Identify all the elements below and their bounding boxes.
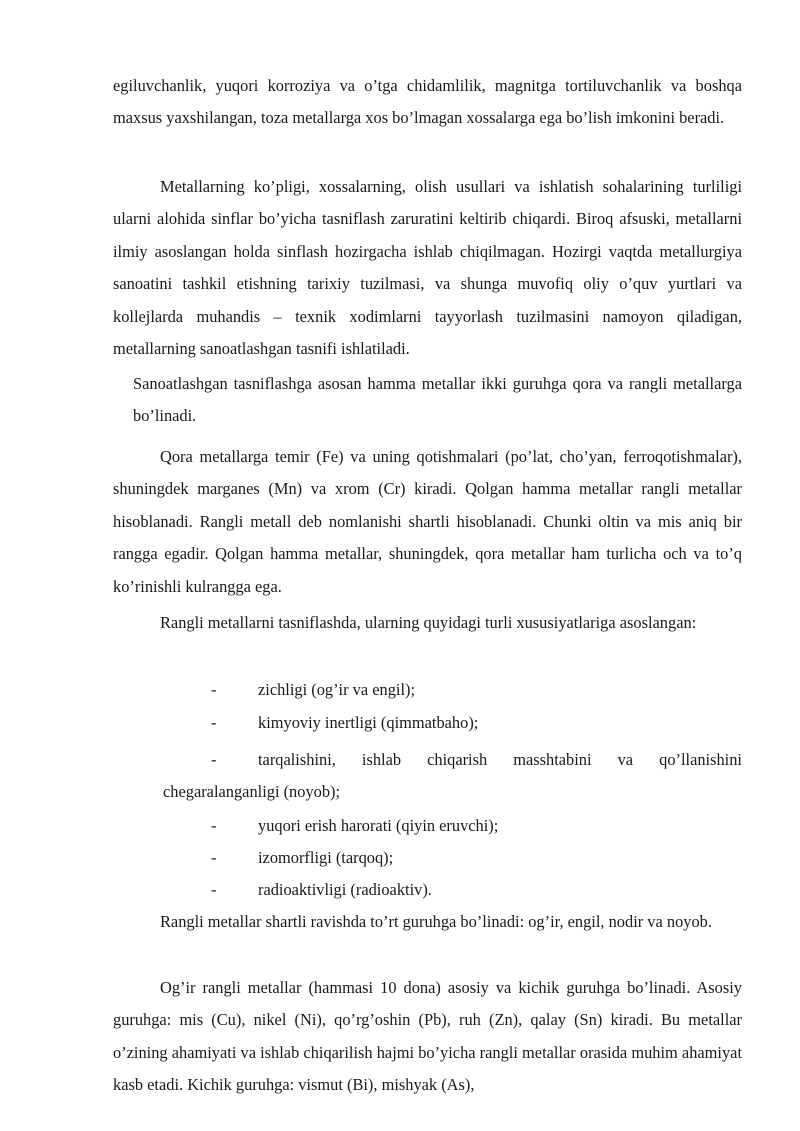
list-dash: - bbox=[211, 750, 217, 769]
list-item bbox=[211, 674, 742, 706]
list-item-text: izomorfligi (tarqoq); bbox=[258, 848, 394, 867]
list-item-text: radioaktivligi (radioaktiv). bbox=[258, 880, 432, 899]
paragraph-6: Rangli metallar shartli ravishda to’rt guruhga bo’linadi: og’ir, engil, nodir va noyob. bbox=[160, 912, 712, 931]
list-dash: - bbox=[211, 713, 217, 732]
list-item bbox=[211, 874, 742, 906]
list-dash: - bbox=[211, 680, 217, 699]
paragraph-3: Sanoatlashgan tasniflashga asosan hamma metallar ikki guruhga qora va rangli metallarga bo’linadi. bbox=[133, 374, 742, 426]
list-item bbox=[211, 744, 742, 776]
list-item-text: kimyoviy inertligi (qimmatbaho); bbox=[258, 713, 479, 732]
list-dash: - bbox=[211, 880, 217, 899]
paragraph-4: Qora metallarga temir (Fe) va uning qotishmalari (po’lat, cho’yan, ferroqotishmalar), shuningdek marganes (Mn) va xrom (Cr) kiradi. Qolgan hamma metallar rangli metallar hisoblanadi. Rangli metall deb nomlanishi shartli hisoblanadi. Chunki oltin va mis aniq bir rangga egadir. Qolgan hamma metallar, shuningdek, qora metallar ham turlicha och va to’q ko’rinishli kulrangga ega. bbox=[113, 447, 742, 596]
list-item bbox=[211, 842, 742, 874]
list-item-continuation: chegaralanganligi (noyob); bbox=[163, 782, 341, 801]
list-dash: - bbox=[211, 848, 217, 867]
list-item bbox=[211, 707, 742, 739]
paragraph-7: Og’ir rangli metallar (hammasi 10 dona) asosiy va kichik guruhga bo’linadi. Asosiy guruhga: mis (Cu), nikel (Ni), qo’rg’oshin (Pb), ruh (Zn), qalay (Sn) kiradi. Bu metallar o’zining ahamiyati va ishlab chiqarilish hajmi bo’yicha rangli metallar orasida muhim ahamiyat kasb etadi. Kichik guruhga: vismut (Bi), mishyak (As), bbox=[113, 978, 742, 1095]
list-item-text: tarqalishini, ishlab chiqarish masshtabini va qo’llanishini bbox=[258, 750, 742, 769]
paragraph-2: Metallarning ko’pligi, xossalarning, olish usullari va ishlatish sohalarining turliligi ularni alohida sinflar bo’yicha tasniflash zaruratini keltirib chiqardi. Biroq afsuski, metallarni ilmiy asoslangan holda sinflash hozirgacha ishlab chiqilmagan. Hozirgi vaqtda metallurgiya sanoatini tashkil etishning tarixiy tuzilmasi, va shunga muvofiq oliy o’quv yurtlari va kollejlarda muhandis – texnik xodimlarni tayyorlash tuzilmasini namoyon qiladigan, metallarning sanoatlashgan tasnifi ishlatiladi. bbox=[113, 177, 742, 359]
list-item bbox=[211, 810, 742, 842]
paragraph-1: egiluvchanlik, yuqori korroziya va o’tga chidamlilik, magnitga tortiluvchanlik va boshqa maxsus yaxshilangan, toza metallarga xos bo’lmagan xossalarga ega bo’lish imkonini beradi. bbox=[113, 76, 742, 128]
list-dash: - bbox=[211, 816, 217, 835]
list-item-text: zichligi (og’ir va engil); bbox=[258, 680, 416, 699]
paragraph-5: Rangli metallarni tasniflashda, ularning quyidagi turli xususiyatlariga asoslangan: bbox=[160, 613, 697, 632]
list-item-text: yuqori erish harorati (qiyin eruvchi); bbox=[258, 816, 499, 835]
